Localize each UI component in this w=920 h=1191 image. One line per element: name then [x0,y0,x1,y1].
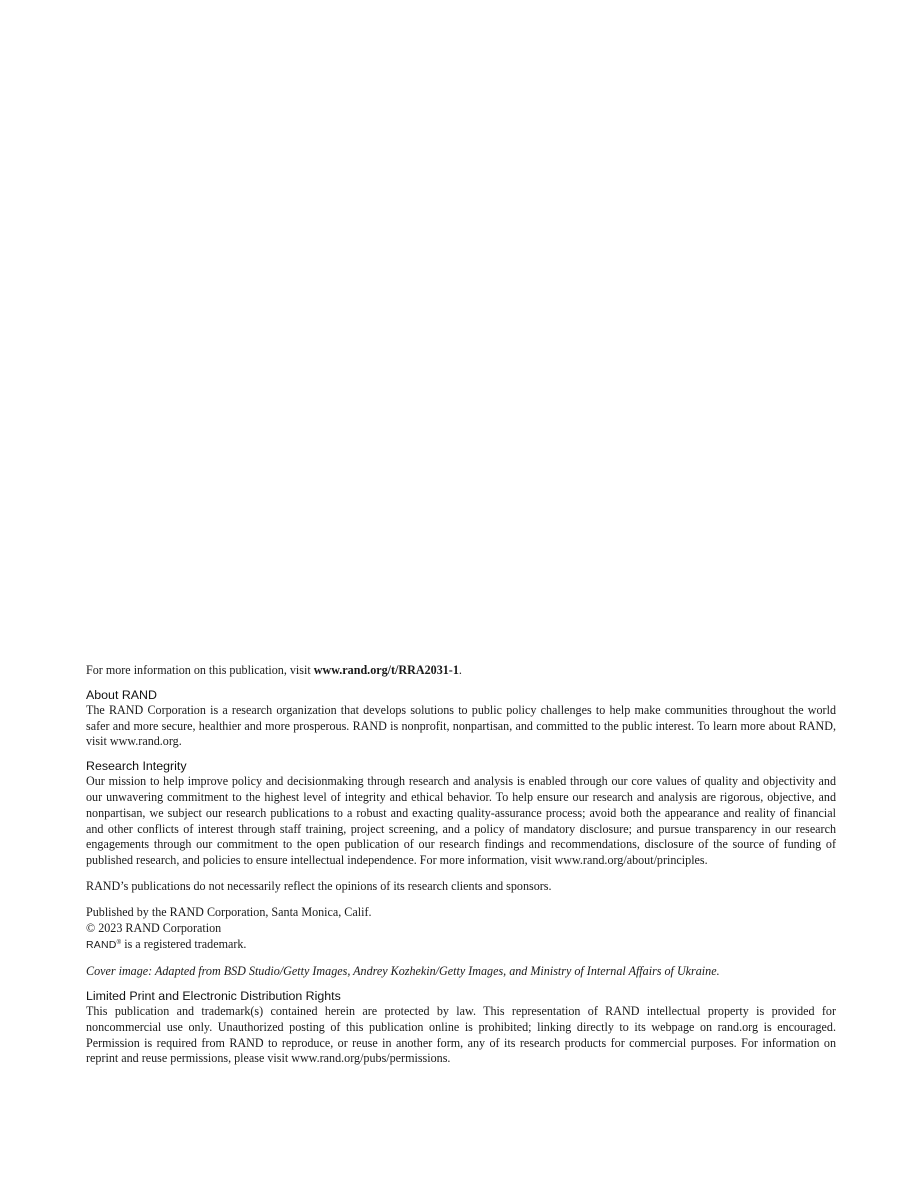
disclaimer: RAND’s publications do not necessarily reflect the opinions of its research clients and sponsors. [86,878,552,893]
more-info-line [86,663,836,679]
about-rand-heading: About RAND [86,687,157,702]
distribution-rights-text: This publication and trademark(s) contained herein are protected by law. This representation of RAND intellectual property is provided for noncommercial use only. Unauthorized posting of this publication online is prohibited; linking directly to its webpage on rand.org is encouraged. Permission is required from RAND to reproduce, or reuse in another form, any of its research products for commercial purposes. For information on reprint and reuse permissions, please visit www.rand.org/pubs/permissions. [86,1003,836,1066]
about-rand-text: The RAND Corporation is a research organization that develops solutions to public policy challenges to help make communities throughout the world safer and more secure, healthier and more prosperous. RAND is nonprofit, nonpartisan, and committed to the public interest. To learn more about RAND, visit www.rand.org. [86,702,836,749]
trademark-line [86,936,836,954]
cover-image-credit: Cover image: Adapted from BSD Studio/Getty Images, Andrey Kozhekin/Getty Images, and Ministry of Internal Affairs of Ukraine. [86,964,720,979]
distribution-rights-heading: Limited Print and Electronic Distribution Rights [86,988,341,1003]
research-integrity-heading: Research Integrity [86,759,187,774]
copyright-page-content [86,663,836,1067]
copyright-line: © 2023 RAND Corporation [86,920,222,935]
trademark-text: is a registered trademark. [121,937,247,952]
research-integrity-text: Our mission to help improve policy and decisionmaking through research and analysis is enabled through our core values of quality and objectivity and our unwavering commitment to the highest level of integrity and ethical behavior. To help ensure our research and analysis are rigorous, objective, and nonpartisan, we subject our research publications to a robust and exacting quality-assurance process; avoid both the appearance and reality of financial and other conflicts of interest through staff training, project screening, and a policy of mandatory disclosure; and pursue transparency in our research engagements through our commitment to the open publication of our research findings and recommendations, disclosure of the source of funding of published research, and policies to ensure intellectual independence. For more information, visit www.rand.org/about/principles. [86,774,836,868]
more-info-suffix: . [458,663,462,677]
publication-link[interactable]: www.rand.org/t/RRA2031-1 [313,663,459,677]
publisher-line: Published by the RAND Corporation, Santa Monica, Calif. [86,904,372,919]
more-info-prefix: For more information on this publication, visit [86,663,314,677]
rand-logo: RAND® [86,939,122,952]
registered-mark: ® [116,940,122,947]
